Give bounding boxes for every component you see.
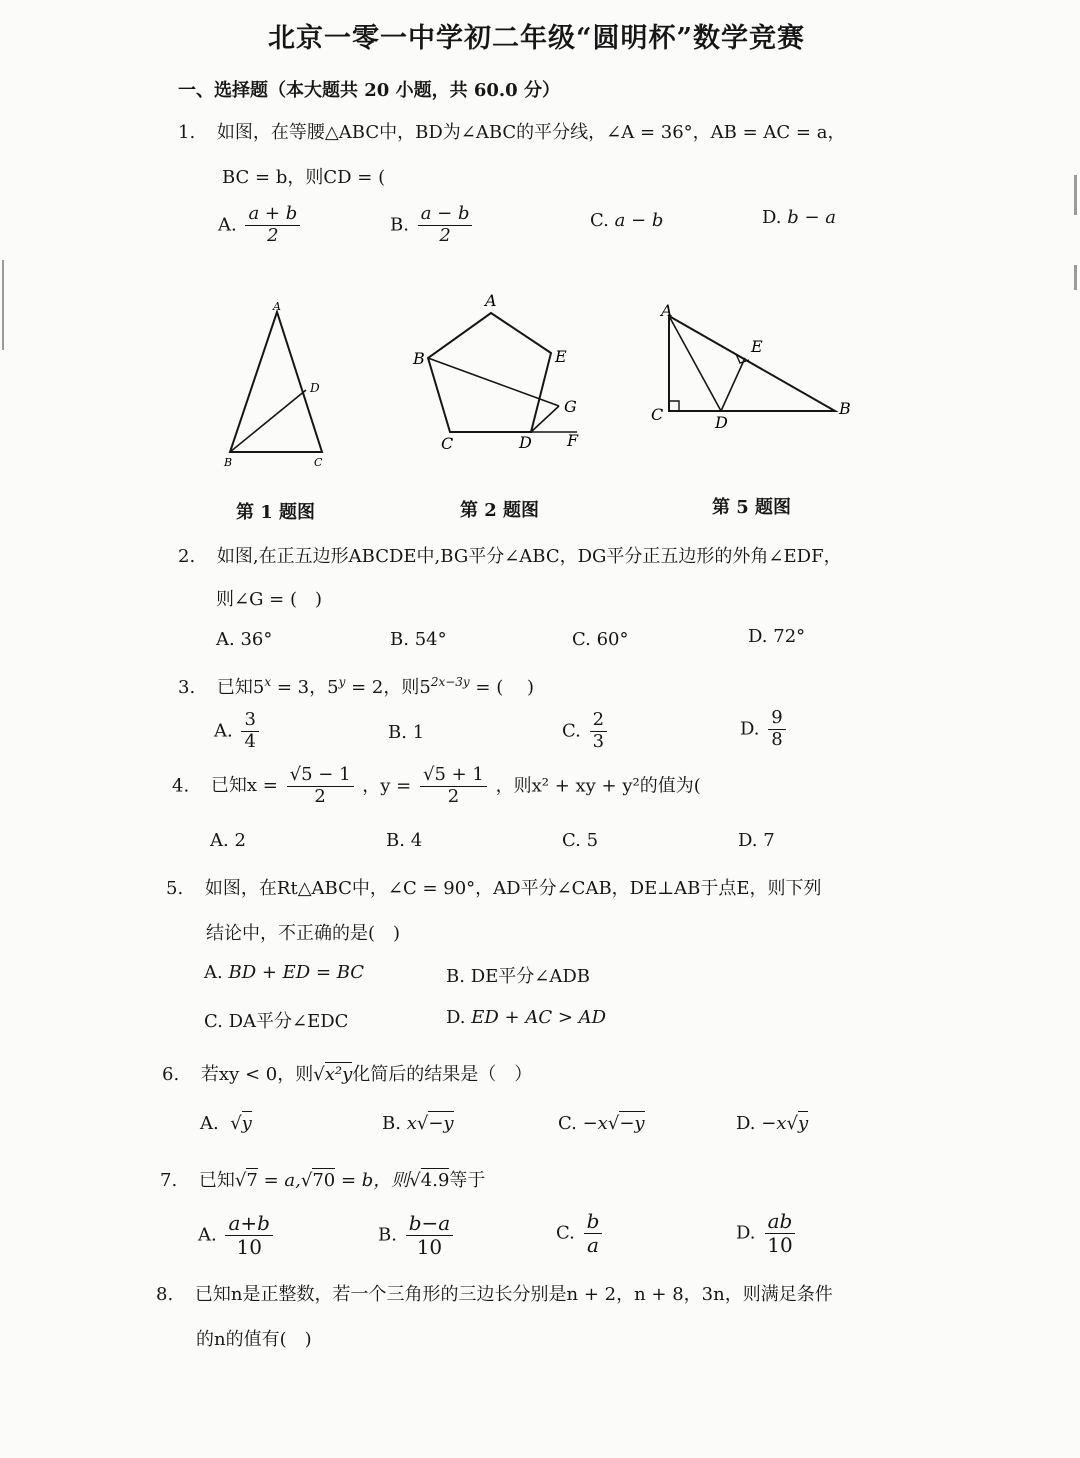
q3-option-a: A. $\frac{3}{4}$ <box>214 711 262 752</box>
q1-option-c: C. a − b <box>590 210 664 231</box>
label-g: G <box>564 397 577 416</box>
q6-option-a: A. √y <box>200 1113 252 1134</box>
fraction: $\frac{√5 + 1}{2}$ <box>420 766 487 807</box>
figure-1 <box>210 300 340 475</box>
question-7: 7. 已知√7 = a,√70 = b，则√4.9等于 <box>160 1170 486 1191</box>
label-e: E <box>555 347 567 366</box>
question-2-line2: 则∠G = ( ) <box>216 589 323 610</box>
q4-option-b: B. 4 <box>386 830 423 851</box>
q3-option-b: B. 1 <box>388 722 425 743</box>
q4-option-a: A. 2 <box>210 830 246 851</box>
question-2 <box>178 542 842 568</box>
q2-option-c: C. 60° <box>572 629 629 650</box>
fraction: $\frac{a+b}{10}$ <box>225 1213 272 1258</box>
fraction: $\frac{b-a}{10}$ <box>406 1213 453 1258</box>
label-b: B <box>224 456 233 469</box>
q7-option-a: A. $\frac{a+b}{10}$ <box>198 1213 276 1258</box>
question-number: 3. <box>178 677 196 698</box>
fraction: $\frac{3}{4}$ <box>241 711 258 752</box>
label-d: D <box>715 413 728 432</box>
label-e: E <box>751 337 763 356</box>
label-c: C <box>441 434 454 453</box>
fraction: $\frac{9}{8}$ <box>768 709 785 750</box>
label-f: F <box>567 431 579 450</box>
q6-option-c: C. −x√−y <box>558 1113 645 1134</box>
q2-option-a: A. 36° <box>216 629 273 650</box>
question-text: 如图，在等腰△ABC中，BD为∠ABC的平分线，∠A = 36°，AB = AC = a， <box>216 122 846 143</box>
q3-option-d: D. $\frac{9}{8}$ <box>740 709 789 750</box>
q5-option-a: A. BD + ED = BC <box>204 962 365 983</box>
label-c: C <box>651 405 664 424</box>
label-b: B <box>839 399 851 418</box>
label-d: D <box>310 381 320 395</box>
q6-option-d: D. −x√y <box>736 1113 809 1134</box>
label-a: A <box>661 301 673 320</box>
question-number: 1. <box>178 122 196 143</box>
figure-2 <box>405 290 590 460</box>
question-6: 6. 若xy < 0，则√x²y化简后的结果是（ ） <box>162 1064 533 1085</box>
question-3: 3. 已知$5^x = 3$，$5^y = 2$，则$5^{2x-3y}$ = ( ) <box>178 675 534 698</box>
q5-option-d: D. ED + AC > AD <box>446 1007 607 1028</box>
question-number: 4. <box>172 775 190 797</box>
q2-option-b: B. 54° <box>390 629 447 650</box>
question-number: 6. <box>162 1064 180 1085</box>
question-number: 7. <box>160 1170 178 1191</box>
question-text: 已知n是正整数，若一个三角形的三边长分别是n + 2，n + 8，3n，则满足条件 <box>194 1284 833 1305</box>
q1-option-b: B. $\frac{a - b}{2}$ <box>390 205 475 246</box>
fraction: $\frac{2}{3}$ <box>590 711 607 752</box>
q2-option-d: D. 72° <box>748 626 806 647</box>
label-c: C <box>314 456 323 469</box>
figure-5-caption: 第 5 题图 <box>712 497 792 518</box>
scan-artifact <box>1074 265 1077 290</box>
q5-option-c: C. DA平分∠EDC <box>204 1011 349 1032</box>
label-b: B <box>413 349 425 368</box>
q4-option-c: C. 5 <box>562 830 599 851</box>
figure-5 <box>645 296 865 436</box>
fraction: $\frac{a - b}{2}$ <box>418 205 473 246</box>
q1-option-d: D. b − a <box>762 207 837 228</box>
label-a: A <box>273 300 281 313</box>
page-title: 北京一零一中学初二年级“圆明杯”数学竞赛 <box>268 23 806 54</box>
question-number: 5. <box>166 878 184 899</box>
question-5-line2: 结论中，不正确的是( ) <box>206 923 401 944</box>
q7-option-c: C. $\frac{b}{a}$ <box>556 1211 605 1256</box>
scan-artifact <box>1074 175 1077 215</box>
scan-artifact <box>2 260 4 350</box>
q5-option-b: B. DE平分∠ADB <box>446 966 590 987</box>
label-a: A <box>485 291 497 310</box>
question-text: 如图，在Rt△ABC中，∠C = 90°，AD平分∠CAB，DE⊥AB于点E，则下列 <box>204 878 822 899</box>
fraction: $\frac{a + b}{2}$ <box>245 205 300 246</box>
question-1-line2: BC = b，则CD = ( <box>222 167 386 188</box>
question-text: 如图,在正五边形ABCDE中,BG平分∠ABC，DG平分正五边形的外角∠EDF， <box>216 546 842 567</box>
figure-1-caption: 第 1 题图 <box>236 502 316 523</box>
question-number: 8. <box>156 1284 174 1305</box>
question-1 <box>178 118 845 144</box>
q6-option-b: B. x√−y <box>382 1113 454 1134</box>
question-8-line2: 的n的值有( ) <box>196 1329 312 1350</box>
question-5 <box>166 874 822 900</box>
label-d: D <box>519 433 532 452</box>
question-number: 2. <box>178 546 196 567</box>
q7-option-d: D. $\frac{ab}{10}$ <box>736 1211 799 1256</box>
q1-option-a: A. $\frac{a + b}{2}$ <box>218 205 303 246</box>
question-4: 4. 已知x = $\frac{√5 - 1}{2}$ ，y = $\frac{√5 + 1}{2}$ ，则x² + xy + y²的值为( <box>172 764 701 807</box>
q4-option-d: D. 7 <box>738 830 775 851</box>
question-8 <box>156 1280 833 1306</box>
fraction: $\frac{√5 - 1}{2}$ <box>287 766 354 807</box>
q7-option-b: B. $\frac{b-a}{10}$ <box>378 1213 456 1258</box>
q3-option-c: C. $\frac{2}{3}$ <box>562 711 610 752</box>
fraction: $\frac{b}{a}$ <box>584 1211 603 1256</box>
radical: x²y <box>324 1064 353 1085</box>
fraction: $\frac{ab}{10}$ <box>764 1211 795 1256</box>
section-heading: 一、选择题（本大题共 20 小题，共 60.0 分） <box>178 80 560 101</box>
figure-2-caption: 第 2 题图 <box>460 500 540 521</box>
